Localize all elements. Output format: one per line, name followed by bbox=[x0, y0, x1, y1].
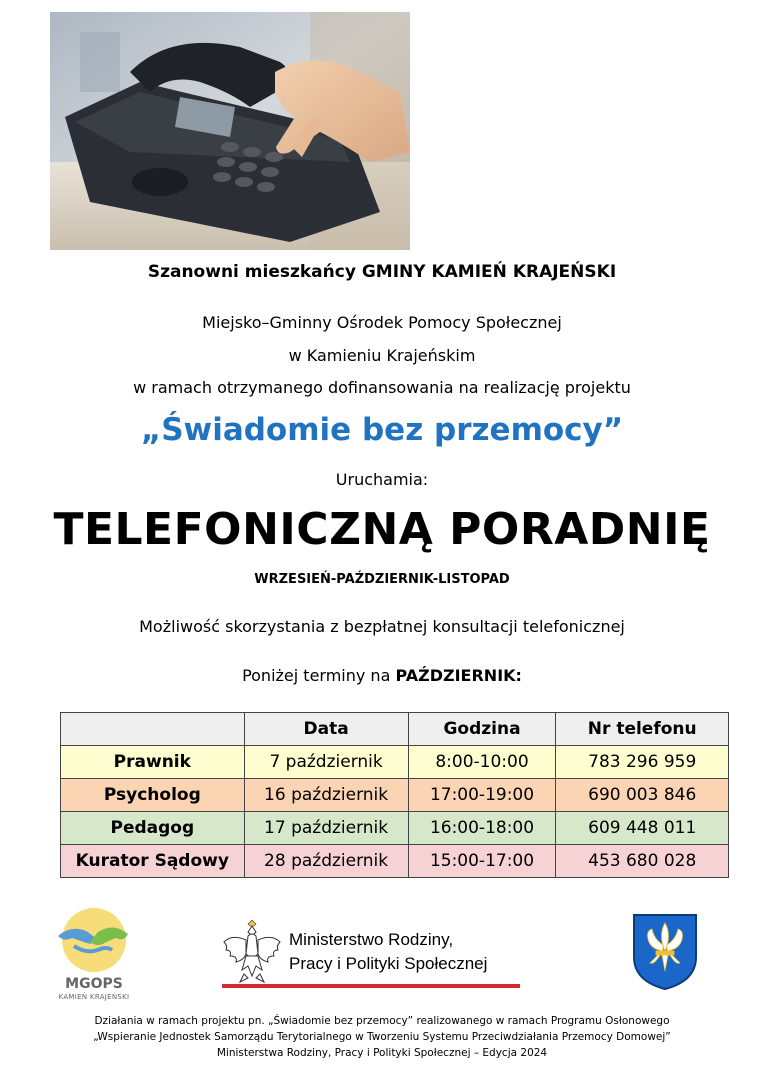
time-cell: 15:00-17:00 bbox=[408, 845, 556, 878]
time-cell: 17:00-19:00 bbox=[408, 779, 556, 812]
phone-photo bbox=[50, 12, 410, 250]
footer-line-1: Działania w ramach projektu pn. „Świadomie bez przemocy” realizowanego w ramach Programu Osłonowego bbox=[94, 1015, 670, 1027]
header-cell-date: Data bbox=[244, 713, 408, 746]
time-cell: 16:00-18:00 bbox=[408, 812, 556, 845]
schedule-table bbox=[60, 712, 729, 878]
terms-prefix: Poniżej terminy na bbox=[242, 666, 396, 685]
role-cell: Pedagog bbox=[61, 812, 245, 845]
role-cell: Kurator Sądowy bbox=[61, 845, 245, 878]
organization-location: w Kamieniu Krajeńskim bbox=[288, 346, 476, 365]
footer-line-3: Ministerstwa Rodziny, Pracy i Polityki Społecznej – Edycja 2024 bbox=[216, 1047, 548, 1059]
table-row bbox=[61, 845, 729, 878]
table-header-row bbox=[61, 713, 729, 746]
ministry-line-2: Pracy i Polityki Społecznej bbox=[289, 954, 488, 973]
organization-name: Miejsko–Gminny Ośrodek Pomocy Społecznej bbox=[202, 313, 562, 332]
table-row bbox=[61, 746, 729, 779]
funding-note: w ramach otrzymanego dofinansowania na realizację projektu bbox=[133, 378, 631, 397]
header-cell-time: Godzina bbox=[408, 713, 556, 746]
phone-cell: 690 003 846 bbox=[556, 779, 729, 812]
date-cell: 28 październik bbox=[244, 845, 408, 878]
project-title: „Świadomie bez przemocy” bbox=[140, 412, 624, 448]
date-cell: 7 październik bbox=[244, 746, 408, 779]
launch-label: Uruchamia: bbox=[335, 470, 429, 489]
consultation-note: Możliwość skorzystania z bezpłatnej konsultacji telefonicznej bbox=[139, 617, 625, 636]
terms-month: PAŹDZIERNIK: bbox=[395, 666, 522, 685]
date-cell: 16 październik bbox=[244, 779, 408, 812]
mgops-subtitle: KAMIEŃ KRAJEŃSKI bbox=[58, 993, 130, 1001]
coat-of-arms-icon bbox=[632, 913, 698, 991]
table-row bbox=[61, 779, 729, 812]
time-cell: 8:00-10:00 bbox=[408, 746, 556, 779]
phone-cell: 783 296 959 bbox=[556, 746, 729, 779]
role-cell: Psycholog bbox=[61, 779, 245, 812]
months-line: WRZESIEŃ-PAŹDZIERNIK-LISTOPAD bbox=[254, 572, 510, 587]
footer-line-2: „Wspieranie Jednostek Samorządu Terytorialnego w Tworzeniu Systemu Przeciwdziałania Przemocy Domowej” bbox=[93, 1031, 671, 1043]
mgops-name: MGOPS bbox=[65, 976, 123, 992]
ministry-name bbox=[289, 928, 487, 976]
table-row bbox=[61, 812, 729, 845]
terms-line bbox=[0, 666, 764, 685]
ministry-line-1: Ministerstwo Rodziny, bbox=[289, 930, 454, 949]
phone-cell: 453 680 028 bbox=[556, 845, 729, 878]
date-cell: 17 październik bbox=[244, 812, 408, 845]
phone-cell: 609 448 011 bbox=[556, 812, 729, 845]
ministry-red-line bbox=[222, 984, 520, 988]
headline: TELEFONICZNĄ PORADNIĘ bbox=[53, 504, 711, 555]
eagle-emblem-icon bbox=[222, 920, 282, 988]
header-cell-empty bbox=[61, 713, 245, 746]
greeting: Szanowni mieszkańcy GMINY KAMIEŃ KRAJEŃSKI bbox=[147, 262, 617, 282]
header-cell-phone: Nr telefonu bbox=[556, 713, 729, 746]
role-cell: Prawnik bbox=[61, 746, 245, 779]
